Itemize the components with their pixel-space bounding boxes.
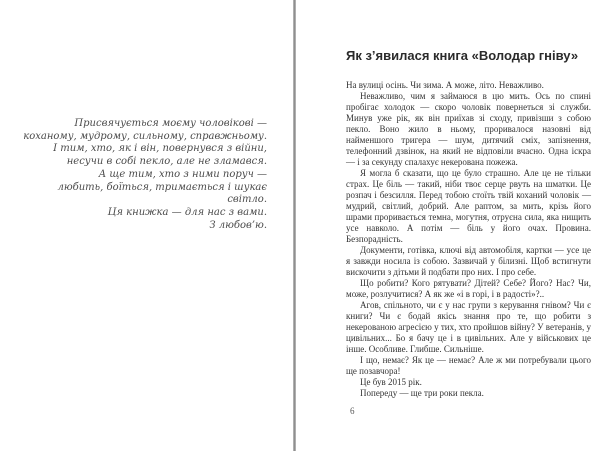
- body-paragraph: Документи, готівка, ключі від автомобіля, картки — усе це я завжди носила із собою. Зазвичай у білизні. Щоб встигнути вискочити з дітьми й подбати про них. І про себе.: [346, 245, 591, 277]
- dedication-line: Присвячується моєму чоловікові —: [74, 118, 267, 129]
- dedication-line: коханому, мудрому, сильному, справжньому.: [23, 130, 267, 142]
- dedication-line: несучи в собі пекло, але не зламався.: [66, 156, 267, 168]
- page-number: 6: [350, 406, 355, 416]
- body-paragraph: Попереду — ще три роки пекла.: [360, 388, 484, 398]
- dedication-line: любить, боїться, тримається і шукає світло.: [57, 181, 267, 206]
- body-paragraph: Агов, спільното, чи є у нас групи з керування гнівом? Чи є книги? Чи є бодай якісь знання про те, що робити з некерованою агресією у тих, хто пройшов війну? У ветеранів, у цивільних... Бо я бачу це і в цивільних. Але у військових це інше. Особливе. Глибше. Сильніше.: [346, 300, 591, 354]
- body-paragraph: Я могла б сказати, що це було страшно. Але це не тільки страх. Це біль — такий, ніби твоє серце рвуть на шматки. Це розпач і безсилля. Перед тобою стоїть твій коханий чоловік — мудрий, світлий, добрий. Але раптом, за мить, крізь його шрами проривається темна, могутня, отруєна сила, яка нищить усе навколо. А потім — біль у його очах. Провина. Безпорадність.: [346, 168, 591, 244]
- body-paragraph: Що робити? Кого рятувати? Дітей? Себе? Його? Нас? Чи, може, розлучитися? А як же «і в горі, і в радості»?..: [346, 278, 591, 299]
- body-paragraph: Неважливо, чим я займаюся в цю мить. Ось по спині пробігає холодок — скоро чоловік повернеться зі служби. Минув уже рік, як він приїхав зі сходу, привізши з собою пекло. Воно жило в ньому, проривалося назовні від найменшого тригера — шум, дитячий сміх, запізнення, телефонний дзвінок, на який не відповіли вчасно. Одна іскра — і за секунду спалахує некерована пожежа.: [346, 91, 591, 167]
- dedication-line: А ще тим, хто з ними поруч —: [98, 168, 267, 180]
- body-paragraph: На вулиці осінь. Чи зима. А може, літо. Неважливо.: [346, 80, 544, 90]
- dedication-line: Ця книжка — для нас з вами.: [107, 206, 267, 218]
- dedication-line: З любов’ю.: [209, 219, 267, 231]
- dedication-line: І тим, хто, як і він, повернувся з війни,: [53, 143, 267, 155]
- page-right: [296, 0, 600, 451]
- body-paragraph: І що, немає? Як це — немає? Але ж ми потребували цього ще позавчора!: [346, 355, 591, 376]
- chapter-body: [346, 80, 591, 399]
- chapter-title: Як з’явилася книга «Володар гніву»: [346, 48, 579, 63]
- dedication: [20, 118, 267, 232]
- page-left: [0, 0, 293, 451]
- body-paragraph: Це був 2015 рік.: [360, 377, 422, 387]
